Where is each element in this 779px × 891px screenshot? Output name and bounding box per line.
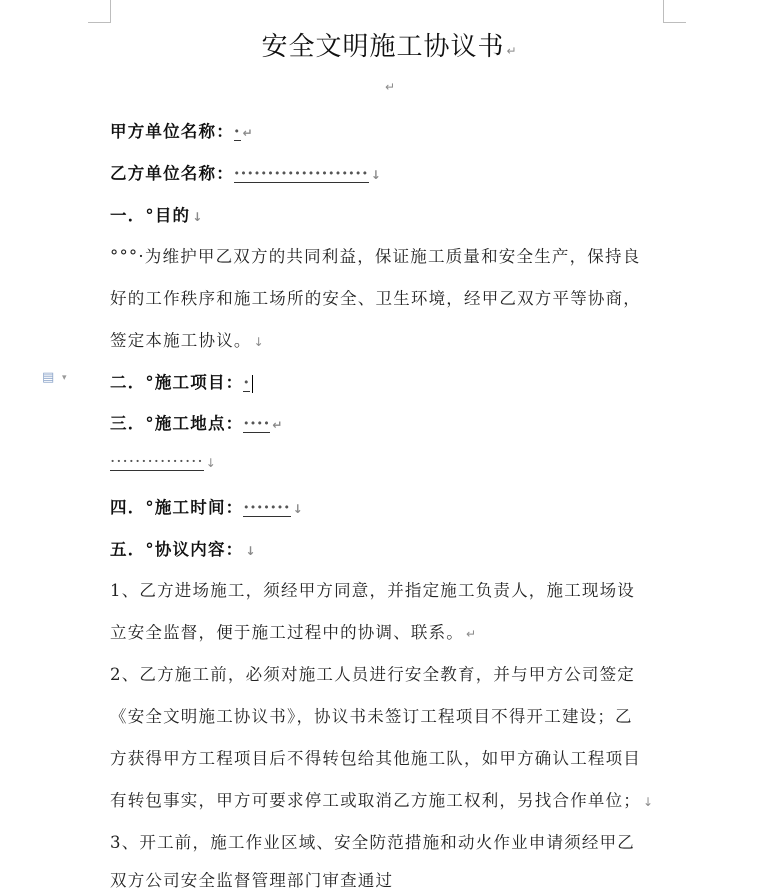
line-break-mark: ↓ [292,502,304,516]
purpose-text-line[interactable] [110,327,265,351]
paragraph-mark: ↵ [385,80,396,94]
clause-line[interactable]: 1、乙方进场施工，须经甲方同意，并指定施工负责人，施工现场设 [110,581,635,600]
document-title[interactable] [0,26,779,63]
location-continuation[interactable] [110,452,217,471]
time-field[interactable]: ······· [243,498,291,517]
line-break-mark: ↓ [253,335,265,349]
clause-line[interactable]: 《安全文明施工协议书》，协议书未签订工程项目不得开工建设；乙 [110,707,633,726]
section-heading-text: 二．°施工项目： [110,373,244,392]
paragraph-mark: ↵ [272,418,284,432]
clause-text: 立安全监督，便于施工过程中的协调、联系。 [110,623,464,642]
section-content-heading[interactable] [110,536,257,560]
line-break-mark: ↓ [245,544,257,558]
line-break-mark: ↓ [205,456,217,470]
clause-line[interactable]: 2、乙方施工前，必须对施工人员进行安全教育，并与甲方公司签定 [110,665,635,684]
location-field-continued[interactable]: ··············· [110,452,204,471]
party-b-label: 乙方单位名称： [110,164,234,183]
purpose-text-line[interactable]: 好的工作秩序和施工场所的安全、卫生环境，经甲乙双方平等协商， [110,289,641,308]
line-break-mark: ↓ [192,210,204,224]
party-a-field[interactable]: · [233,122,241,141]
clause-line[interactable] [110,619,477,643]
location-field[interactable]: ···· [243,414,271,433]
title-text: 安全文明施工协议书 [261,32,505,62]
project-field[interactable]: · [243,373,251,392]
paragraph-mark: ↵ [242,126,254,140]
document-icon[interactable]: ▤ [42,370,55,385]
section-location-heading[interactable] [110,410,284,434]
section-heading-text: 一．°目的 [110,206,191,225]
clause-line[interactable]: 3、开工前，施工作业区域、安全防范措施和动火作业申请须经甲乙 [110,833,635,852]
section-heading-text: 五．°协议内容： [110,540,244,559]
line-break-mark: ↓ [370,168,383,182]
text-cursor [252,375,253,393]
section-heading-text: 三．°施工地点： [110,414,244,433]
party-b-line[interactable] [110,160,382,184]
line-break-mark: ↓ [643,795,655,809]
paragraph-mark: ↵ [506,44,518,58]
purpose-text: 签定本施工协议。 [110,331,252,350]
clause-text: 有转包事实，甲方可要求停工或取消乙方施工权利，另找合作单位； [110,791,641,810]
section-time-heading[interactable] [110,494,304,518]
clause-line[interactable] [110,787,654,811]
clause-line[interactable]: 双方公司安全监督管理部门审查通过 [110,871,394,890]
party-b-field[interactable]: ···················· [233,164,369,183]
paragraph-mark: ↵ [466,627,478,641]
section-heading-text: 四．°施工时间： [110,498,244,517]
page-corner-top-left [88,0,111,23]
section-purpose-heading[interactable] [110,202,204,226]
party-a-label: 甲方单位名称： [110,122,234,141]
clause-line[interactable]: 方获得甲方工程项目后不得转包给其他施工队，如甲方确认工程项目 [110,749,641,768]
dropdown-caret-icon[interactable]: ▾ [62,373,67,383]
party-a-line[interactable] [110,118,254,142]
purpose-text-line[interactable]: °°°·为维护甲乙双方的共同利益，保证施工质量和安全生产，保持良 [110,247,641,266]
page-corner-top-right [663,0,686,23]
section-project-heading[interactable] [110,369,253,393]
